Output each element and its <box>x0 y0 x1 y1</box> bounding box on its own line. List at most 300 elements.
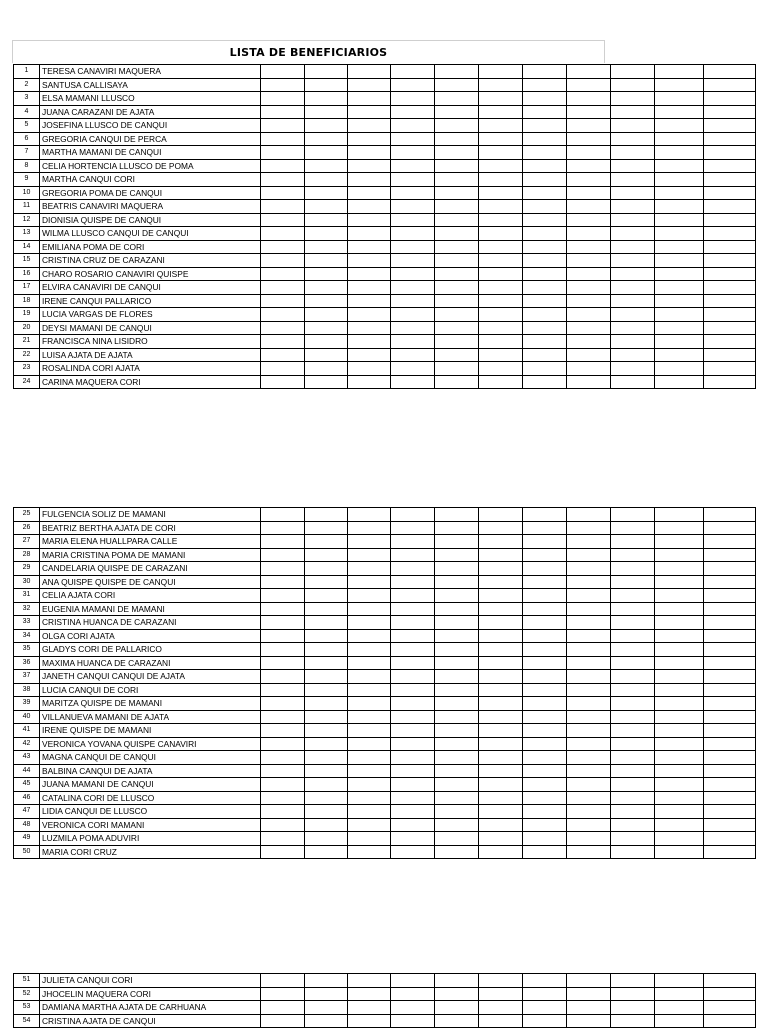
empty-cell <box>567 78 611 92</box>
empty-cell <box>567 764 611 778</box>
empty-cell <box>523 987 567 1001</box>
empty-cell <box>655 362 704 376</box>
empty-cell <box>479 92 523 106</box>
empty-cell <box>704 1001 756 1015</box>
empty-cell <box>261 200 305 214</box>
empty-cell <box>391 575 435 589</box>
empty-cell <box>655 575 704 589</box>
empty-cell <box>704 535 756 549</box>
empty-cell <box>611 508 655 522</box>
empty-cell <box>305 186 348 200</box>
row-number: 33 <box>14 616 40 630</box>
empty-cell <box>611 321 655 335</box>
empty-cell <box>305 92 348 106</box>
empty-cell <box>611 629 655 643</box>
empty-cell <box>567 348 611 362</box>
empty-cell <box>305 159 348 173</box>
empty-cell <box>655 105 704 119</box>
empty-cell <box>305 521 348 535</box>
empty-cell <box>305 308 348 322</box>
empty-cell <box>704 173 756 187</box>
beneficiary-row <box>14 335 756 349</box>
empty-cell <box>261 321 305 335</box>
empty-cell <box>391 146 435 160</box>
empty-cell <box>391 521 435 535</box>
empty-cell <box>704 186 756 200</box>
empty-cell <box>523 683 567 697</box>
empty-cell <box>479 974 523 988</box>
beneficiary-row <box>14 805 756 819</box>
empty-cell <box>261 240 305 254</box>
empty-cell <box>611 294 655 308</box>
empty-cell <box>261 616 305 630</box>
row-number: 14 <box>14 240 40 254</box>
empty-cell <box>523 602 567 616</box>
empty-cell <box>479 65 523 79</box>
empty-cell <box>348 737 391 751</box>
empty-cell <box>479 294 523 308</box>
empty-cell <box>261 724 305 738</box>
empty-cell <box>611 254 655 268</box>
empty-cell <box>704 146 756 160</box>
empty-cell <box>391 65 435 79</box>
empty-cell <box>655 294 704 308</box>
beneficiary-name: GREGORIA POMA DE CANQUI <box>40 186 261 200</box>
empty-cell <box>567 791 611 805</box>
empty-cell <box>391 629 435 643</box>
row-number: 26 <box>14 521 40 535</box>
empty-cell <box>523 267 567 281</box>
empty-cell <box>391 737 435 751</box>
beneficiary-name: MAXIMA HUANCA DE CARAZANI <box>40 656 261 670</box>
empty-cell <box>567 240 611 254</box>
empty-cell <box>523 697 567 711</box>
empty-cell <box>704 348 756 362</box>
empty-cell <box>348 589 391 603</box>
empty-cell <box>611 186 655 200</box>
row-number: 47 <box>14 805 40 819</box>
empty-cell <box>567 1001 611 1015</box>
empty-cell <box>704 683 756 697</box>
empty-cell <box>391 548 435 562</box>
empty-cell <box>567 629 611 643</box>
beneficiary-row <box>14 213 756 227</box>
empty-cell <box>261 227 305 241</box>
empty-cell <box>305 974 348 988</box>
empty-cell <box>305 105 348 119</box>
beneficiary-row <box>14 521 756 535</box>
empty-cell <box>655 521 704 535</box>
empty-cell <box>704 832 756 846</box>
empty-cell <box>305 281 348 295</box>
empty-cell <box>435 200 479 214</box>
empty-cell <box>479 200 523 214</box>
empty-cell <box>655 132 704 146</box>
beneficiary-name: MAGNA CANQUI DE CANQUI <box>40 751 261 765</box>
row-number: 17 <box>14 281 40 295</box>
empty-cell <box>523 92 567 106</box>
empty-cell <box>305 508 348 522</box>
empty-cell <box>611 778 655 792</box>
empty-cell <box>704 629 756 643</box>
empty-cell <box>567 362 611 376</box>
empty-cell <box>305 65 348 79</box>
list-title: LISTA DE BENEFICIARIOS <box>229 45 388 59</box>
empty-cell <box>704 643 756 657</box>
empty-cell <box>523 670 567 684</box>
empty-cell <box>435 697 479 711</box>
empty-cell <box>348 974 391 988</box>
empty-cell <box>611 200 655 214</box>
empty-cell <box>348 281 391 295</box>
empty-cell <box>704 254 756 268</box>
beneficiary-name: ROSALINDA CORI AJATA <box>40 362 261 376</box>
empty-cell <box>261 308 305 322</box>
empty-cell <box>348 643 391 657</box>
empty-cell <box>655 832 704 846</box>
beneficiary-row <box>14 78 756 92</box>
beneficiary-row <box>14 267 756 281</box>
empty-cell <box>611 335 655 349</box>
beneficiary-name: MARIA CORI CRUZ <box>40 845 261 859</box>
beneficiary-row <box>14 589 756 603</box>
empty-cell <box>567 146 611 160</box>
empty-cell <box>704 724 756 738</box>
empty-cell <box>261 78 305 92</box>
empty-cell <box>567 737 611 751</box>
empty-cell <box>261 778 305 792</box>
empty-cell <box>348 335 391 349</box>
empty-cell <box>479 375 523 389</box>
beneficiary-row <box>14 200 756 214</box>
empty-cell <box>523 186 567 200</box>
empty-cell <box>655 629 704 643</box>
beneficiary-row <box>14 818 756 832</box>
empty-cell <box>261 1001 305 1015</box>
empty-cell <box>567 562 611 576</box>
empty-cell <box>305 643 348 657</box>
empty-cell <box>523 778 567 792</box>
empty-cell <box>655 643 704 657</box>
empty-cell <box>305 321 348 335</box>
empty-cell <box>348 119 391 133</box>
empty-cell <box>348 710 391 724</box>
empty-cell <box>567 186 611 200</box>
empty-cell <box>305 173 348 187</box>
beneficiary-name: IRENE QUISPE DE MAMANI <box>40 724 261 738</box>
empty-cell <box>348 845 391 859</box>
empty-cell <box>479 521 523 535</box>
empty-cell <box>435 105 479 119</box>
empty-cell <box>305 575 348 589</box>
beneficiary-name: DIONISIA QUISPE DE CANQUI <box>40 213 261 227</box>
beneficiary-row <box>14 227 756 241</box>
beneficiary-row <box>14 375 756 389</box>
beneficiary-row <box>14 791 756 805</box>
empty-cell <box>435 974 479 988</box>
empty-cell <box>704 200 756 214</box>
empty-cell <box>305 589 348 603</box>
empty-cell <box>261 805 305 819</box>
empty-cell <box>348 683 391 697</box>
beneficiary-table-1 <box>13 64 756 389</box>
beneficiary-name: MARIA ELENA HUALLPARA CALLE <box>40 535 261 549</box>
empty-cell <box>611 575 655 589</box>
empty-cell <box>523 1014 567 1028</box>
empty-cell <box>523 294 567 308</box>
empty-cell <box>261 132 305 146</box>
empty-cell <box>348 1014 391 1028</box>
empty-cell <box>567 200 611 214</box>
empty-cell <box>611 643 655 657</box>
empty-cell <box>611 548 655 562</box>
beneficiary-table-2 <box>13 507 756 859</box>
empty-cell <box>704 335 756 349</box>
empty-cell <box>305 78 348 92</box>
empty-cell <box>523 105 567 119</box>
empty-cell <box>391 281 435 295</box>
empty-cell <box>261 697 305 711</box>
empty-cell <box>611 1014 655 1028</box>
empty-cell <box>655 186 704 200</box>
empty-cell <box>348 213 391 227</box>
empty-cell <box>435 791 479 805</box>
empty-cell <box>391 213 435 227</box>
empty-cell <box>391 132 435 146</box>
row-number: 43 <box>14 751 40 765</box>
row-number: 39 <box>14 697 40 711</box>
beneficiary-name: LUISA AJATA DE AJATA <box>40 348 261 362</box>
empty-cell <box>479 683 523 697</box>
beneficiary-name: ANA QUISPE QUISPE DE CANQUI <box>40 575 261 589</box>
empty-cell <box>435 267 479 281</box>
beneficiary-name: CANDELARIA QUISPE DE CARAZANI <box>40 562 261 576</box>
beneficiary-row <box>14 670 756 684</box>
empty-cell <box>523 132 567 146</box>
row-number: 51 <box>14 974 40 988</box>
empty-cell <box>704 656 756 670</box>
empty-cell <box>435 173 479 187</box>
empty-cell <box>261 670 305 684</box>
empty-cell <box>479 751 523 765</box>
empty-cell <box>567 375 611 389</box>
empty-cell <box>305 764 348 778</box>
empty-cell <box>435 362 479 376</box>
empty-cell <box>261 173 305 187</box>
row-number: 24 <box>14 375 40 389</box>
empty-cell <box>567 616 611 630</box>
beneficiary-row <box>14 65 756 79</box>
empty-cell <box>567 778 611 792</box>
empty-cell <box>435 710 479 724</box>
empty-cell <box>611 535 655 549</box>
beneficiary-name: OLGA CORI AJATA <box>40 629 261 643</box>
empty-cell <box>523 159 567 173</box>
empty-cell <box>523 589 567 603</box>
empty-cell <box>348 724 391 738</box>
beneficiary-name: MARITZA QUISPE DE MAMANI <box>40 697 261 711</box>
empty-cell <box>435 65 479 79</box>
empty-cell <box>704 92 756 106</box>
empty-cell <box>479 710 523 724</box>
empty-cell <box>435 308 479 322</box>
empty-cell <box>655 818 704 832</box>
empty-cell <box>435 321 479 335</box>
beneficiary-row <box>14 987 756 1001</box>
empty-cell <box>567 521 611 535</box>
empty-cell <box>567 987 611 1001</box>
empty-cell <box>391 832 435 846</box>
beneficiary-row <box>14 119 756 133</box>
beneficiary-name: JHOCELIN MAQUERA CORI <box>40 987 261 1001</box>
empty-cell <box>435 778 479 792</box>
empty-cell <box>348 308 391 322</box>
empty-cell <box>261 119 305 133</box>
empty-cell <box>391 670 435 684</box>
empty-cell <box>479 832 523 846</box>
beneficiary-row <box>14 832 756 846</box>
empty-cell <box>655 267 704 281</box>
beneficiary-row <box>14 548 756 562</box>
empty-cell <box>611 724 655 738</box>
empty-cell <box>704 119 756 133</box>
empty-cell <box>523 818 567 832</box>
empty-cell <box>435 240 479 254</box>
empty-cell <box>523 616 567 630</box>
beneficiary-row <box>14 751 756 765</box>
empty-cell <box>567 308 611 322</box>
empty-cell <box>611 1001 655 1015</box>
empty-cell <box>479 213 523 227</box>
empty-cell <box>611 227 655 241</box>
empty-cell <box>655 535 704 549</box>
beneficiary-name: JUANA CARAZANI DE AJATA <box>40 105 261 119</box>
empty-cell <box>567 656 611 670</box>
beneficiary-row <box>14 764 756 778</box>
empty-cell <box>611 159 655 173</box>
empty-cell <box>435 508 479 522</box>
empty-cell <box>435 535 479 549</box>
beneficiary-row <box>14 683 756 697</box>
empty-cell <box>655 845 704 859</box>
empty-cell <box>435 132 479 146</box>
empty-cell <box>611 616 655 630</box>
beneficiary-row <box>14 643 756 657</box>
empty-cell <box>391 589 435 603</box>
empty-cell <box>348 548 391 562</box>
empty-cell <box>391 791 435 805</box>
empty-cell <box>655 751 704 765</box>
beneficiary-name: LUCIA CANQUI DE CORI <box>40 683 261 697</box>
empty-cell <box>567 92 611 106</box>
empty-cell <box>261 845 305 859</box>
empty-cell <box>391 616 435 630</box>
row-number: 15 <box>14 254 40 268</box>
beneficiary-name: EUGENIA MAMANI DE MAMANI <box>40 602 261 616</box>
beneficiary-name: MARIA CRISTINA POMA DE MAMANI <box>40 548 261 562</box>
empty-cell <box>655 987 704 1001</box>
empty-cell <box>611 132 655 146</box>
empty-cell <box>567 602 611 616</box>
row-number: 16 <box>14 267 40 281</box>
empty-cell <box>435 643 479 657</box>
empty-cell <box>391 683 435 697</box>
empty-cell <box>479 764 523 778</box>
empty-cell <box>391 294 435 308</box>
empty-cell <box>704 778 756 792</box>
empty-cell <box>479 267 523 281</box>
row-number: 10 <box>14 186 40 200</box>
beneficiary-row <box>14 508 756 522</box>
row-number: 9 <box>14 173 40 187</box>
empty-cell <box>611 791 655 805</box>
row-number: 31 <box>14 589 40 603</box>
beneficiary-name: LUZMILA POMA ADUVIRI <box>40 832 261 846</box>
empty-cell <box>305 240 348 254</box>
empty-cell <box>523 832 567 846</box>
empty-cell <box>611 845 655 859</box>
empty-cell <box>567 974 611 988</box>
empty-cell <box>391 186 435 200</box>
beneficiary-name: CELIA AJATA CORI <box>40 589 261 603</box>
empty-cell <box>435 670 479 684</box>
empty-cell <box>348 105 391 119</box>
empty-cell <box>305 348 348 362</box>
empty-cell <box>523 1001 567 1015</box>
empty-cell <box>305 562 348 576</box>
beneficiary-row <box>14 254 756 268</box>
empty-cell <box>704 521 756 535</box>
empty-cell <box>391 267 435 281</box>
empty-cell <box>348 227 391 241</box>
row-number: 22 <box>14 348 40 362</box>
empty-cell <box>391 562 435 576</box>
empty-cell <box>305 805 348 819</box>
beneficiary-name: ELVIRA CANAVIRI DE CANQUI <box>40 281 261 295</box>
beneficiary-row <box>14 186 756 200</box>
empty-cell <box>704 508 756 522</box>
beneficiary-row <box>14 1014 756 1028</box>
empty-cell <box>479 697 523 711</box>
empty-cell <box>704 548 756 562</box>
empty-cell <box>567 119 611 133</box>
empty-cell <box>523 335 567 349</box>
empty-cell <box>655 508 704 522</box>
empty-cell <box>391 362 435 376</box>
empty-cell <box>391 656 435 670</box>
empty-cell <box>305 724 348 738</box>
empty-cell <box>567 294 611 308</box>
empty-cell <box>391 335 435 349</box>
empty-cell <box>305 227 348 241</box>
empty-cell <box>523 521 567 535</box>
empty-cell <box>435 146 479 160</box>
empty-cell <box>479 1014 523 1028</box>
empty-cell <box>704 267 756 281</box>
empty-cell <box>435 832 479 846</box>
empty-cell <box>305 267 348 281</box>
empty-cell <box>479 227 523 241</box>
empty-cell <box>348 92 391 106</box>
empty-cell <box>567 105 611 119</box>
beneficiary-row <box>14 281 756 295</box>
row-number: 44 <box>14 764 40 778</box>
empty-cell <box>348 294 391 308</box>
empty-cell <box>567 173 611 187</box>
empty-cell <box>479 818 523 832</box>
empty-cell <box>655 602 704 616</box>
empty-cell <box>479 186 523 200</box>
